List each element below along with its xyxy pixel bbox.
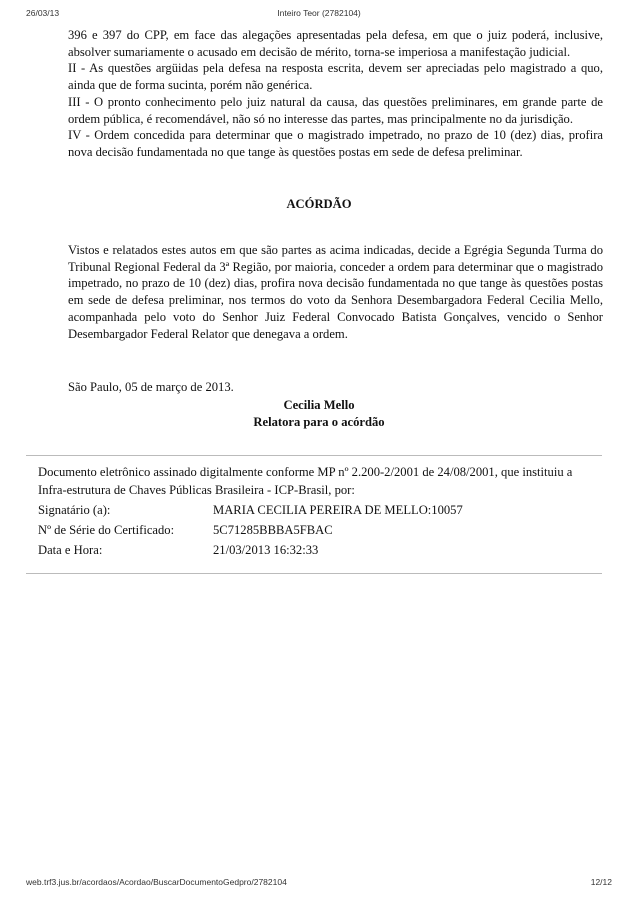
- acordao-title: ACÓRDÃO: [286, 197, 352, 211]
- ementa-paragraph: III - O pronto conhecimento pelo juiz natural da causa, das questões preliminares, em grande parte de ordem pública, é recomendável, não só no interesse das partes, mas principalmente no da jurisdição.: [68, 94, 603, 126]
- certificate-value: 5C71285BBBA5FBAC: [213, 522, 333, 537]
- certificate-label: Signatário (a):: [38, 502, 111, 517]
- city-date: São Paulo, 05 de março de 2013.: [68, 380, 234, 394]
- document-url: web.trf3.jus.br/acordaos/Acordao/BuscarDocumentoGedpro/2782104: [26, 877, 287, 887]
- signer-role: Relatora para o acórdão: [253, 415, 385, 429]
- certificate-label: Data e Hora:: [38, 542, 103, 557]
- acordao-text: Vistos e relatados estes autos em que são partes as acima indicadas, decide a Egrégia Segunda Turma do Tribunal Regional Federal da 3ª Região, por maioria, conceder a ordem para determinar que o magistrado impetrado, no prazo de 10 (dez) dias, profira nova decisão fundamentada no que tange às questões postas em sede de defesa preliminar, nos termos do voto da Senhora Desembargadora Federal Cecilia Mello, acompanhada pelo voto do Senhor Juiz Federal Convocado Batista Gonçalves, vencido o Senhor Desembargador Federal Relator que denegava a ordem.: [68, 243, 603, 341]
- certificate-value: 21/03/2013 16:32:33: [213, 542, 319, 557]
- ementa-paragraph: IV - Ordem concedida para determinar que o magistrado impetrado, no prazo de 10 (dez) dias, profira nova decisão fundamentada no que tange às questões postas em sede de defesa preliminar.: [68, 128, 603, 159]
- acordao-section: [68, 242, 603, 342]
- ementa-paragraph: II - As questões argüidas pela defesa na resposta escrita, devem ser apreciadas pelo magistrado a quo, ainda que de forma sucinta, porém não genérica.: [68, 61, 603, 93]
- print-title: Inteiro Teor (2782104): [277, 8, 361, 18]
- signer-name: Cecilia Mello: [283, 398, 355, 412]
- page-footer: [26, 877, 612, 891]
- certificate-intro: Documento eletrônico assinado digitalmente conforme MP nº 2.200-2/2001 de 24/08/2001, que instituiu a Infra-estrutura de Chaves Públicas Brasileira - ICP-Brasil, por:: [38, 465, 573, 497]
- ementa-continuation: [68, 27, 603, 161]
- certificate-row: [38, 502, 592, 520]
- certificate-value: MARIA CECILIA PEREIRA DE MELLO:10057: [213, 502, 463, 517]
- certificate-row: [38, 542, 592, 560]
- page-header: [26, 8, 612, 22]
- certificate-label: Nº de Série do Certificado:: [38, 522, 175, 537]
- certificate-row: [38, 522, 592, 540]
- signature-block: [0, 397, 638, 431]
- digital-signature-box: [26, 455, 602, 574]
- print-date: 26/03/13: [26, 8, 60, 18]
- page-number: 12/12: [590, 877, 612, 887]
- ementa-paragraph: 396 e 397 do CPP, em face das alegações apresentadas pela defesa, em que o juiz poderá, inclusive, absolver sumariamente o acusado em decisão de mérito, torna-se imperiosa a manifestação judicial.: [68, 28, 603, 59]
